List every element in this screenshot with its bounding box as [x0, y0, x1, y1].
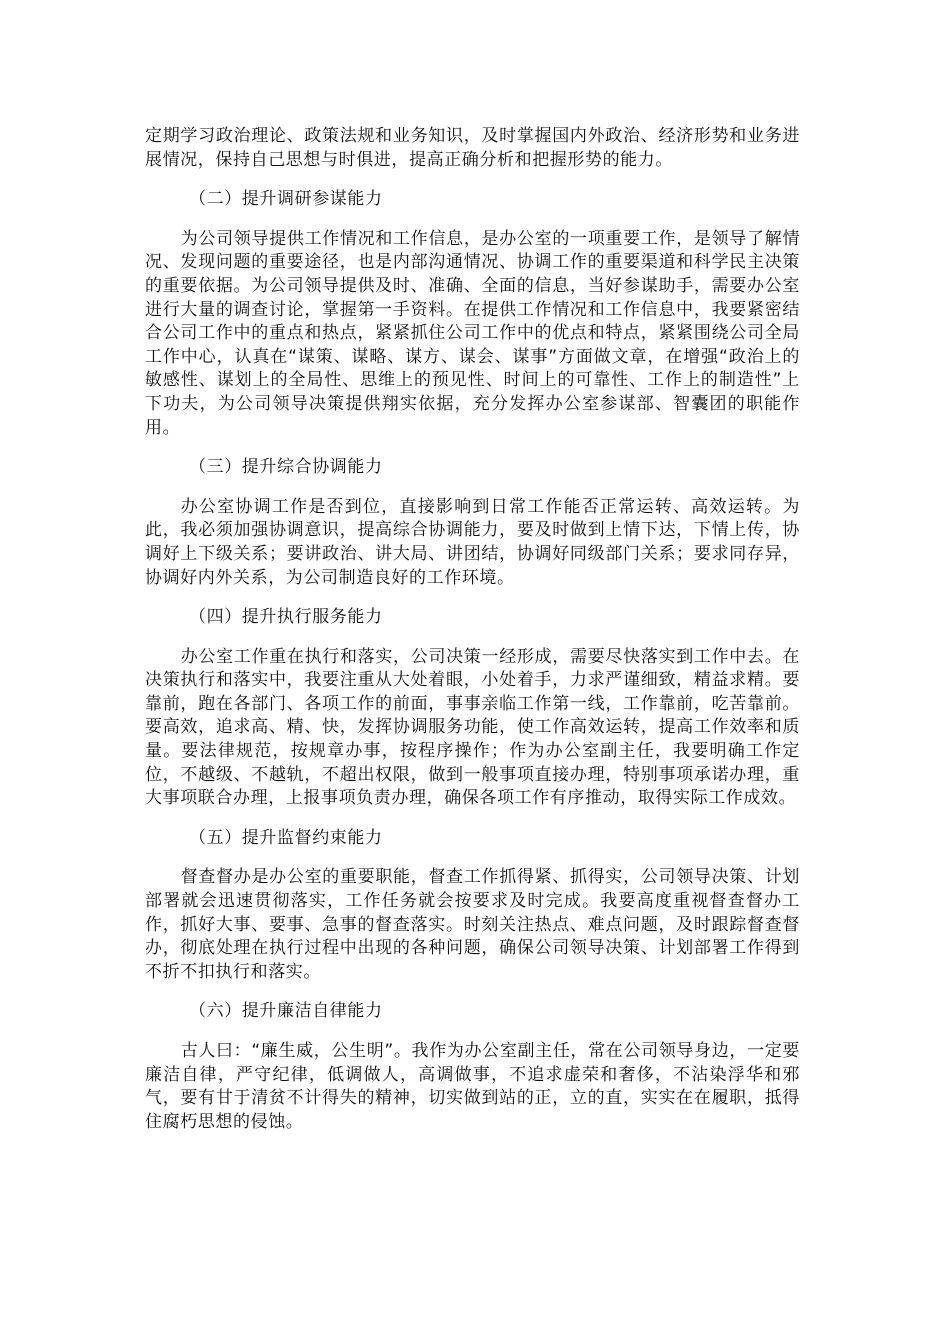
section-heading-4: （四）提升执行服务能力 — [189, 607, 383, 628]
section-body-3: 办公室协调工作是否到位，直接影响到日常工作能否正常运转、高效运转。为此，我必须加强协调意识，提高综合协调能力，要及时做到上情下达，下情上传，协调好上下级关系；要讲政治、讲大局、讲团结，协调好同级部门关系；要求同存异，协调好内外关系，为公司制造良好的工作环境。 — [145, 496, 800, 588]
document-body — [145, 125, 800, 1134]
section-body-4: 办公室工作重在执行和落实，公司决策一经形成，需要尽快落实到工作中去。在决策执行和落实中，我要注重从大处着眼，小处着手，力求严谨细致，精益求精。要靠前，跑在各部门、各项工作的前面，事事亲临工作第一线，工作靠前，吃苦靠前。要高效，追求高、精、快，发挥协调服务功能，使工作高效运转，提高工作效率和质量。要法律规范，按规章办事，按程序操作；作为办公室副主任，我要明确工作定位，不越级、不越轨，不超出权限，做到一般事项直接办理，特别事项承诺办理，重大事项联合办理，上报事项负责办理，确保各项工作有序推动，取得实际工作成效。 — [145, 646, 800, 809]
section-heading-5: （五）提升监督约束能力 — [189, 827, 383, 848]
section-body-6: 古人曰：“廉生威，公生明”。我作为办公室副主任，常在公司领导身边，一定要廉洁自律，严守纪律，低调做人，高调做事，不追求虚荣和奢侈，不沾染浮华和邪气，要有甘于清贫不计得失的精神，切实做到站的正，立的直，实实在在履职，抵得住腐朽思想的侵蚀。 — [145, 1041, 800, 1132]
spacer — [145, 630, 800, 646]
section-heading-2: （二）提升调研参谋能力 — [189, 189, 383, 210]
section-body-5: 督查督办是办公室的重要职能，督查工作抓得紧、抓得实，公司领导决策、计划部署就会迅速贯彻落实，工作任务就会按要求及时完成。我要高度重视督查督办工作，抓好大事、要事、急事的督查落实。时刻关注热点、难点问题，及时跟踪督查督办，彻底处理在执行过程中出现的各种问题，确保公司领导决策、计划部署工作得到不折不扣执行和落实。 — [145, 867, 800, 982]
spacer — [145, 811, 800, 827]
spacer — [145, 212, 800, 228]
spacer — [145, 984, 800, 1000]
section-heading-6: （六）提升廉洁自律能力 — [189, 1001, 383, 1022]
spacer — [145, 172, 800, 188]
spacer — [145, 440, 800, 456]
spacer — [145, 590, 800, 606]
spacer — [145, 1024, 800, 1040]
spacer — [145, 480, 800, 496]
spacer — [145, 850, 800, 866]
intro-paragraph: 定期学习政治理论、政策法规和业务知识，及时掌握国内外政治、经济形势和业务进展情况，保持自己思想与时俱进，提高正确分析和把握形势的能力。 — [145, 126, 800, 170]
section-body-2: 为公司领导提供工作情况和工作信息，是办公室的一项重要工作，是领导了解情况、发现问题的重要途径，也是内部沟通情况、协调工作的重要渠道和科学民主决策的重要依据。为公司领导提供及时、准确、全面的信息，当好参谋助手，需要办公室进行大量的调查讨论，掌握第一手资料。在提供工作情况和工作信息中，我要紧密结合公司工作中的重点和热点，紧紧抓住公司工作中的优点和特点，紧紧围绕公司全局工作中心，认真在“谋策、谋略、谋方、谋会、谋事”方面做文章，在增强“政治上的敏感性、谋划上的全局性、思维上的预见性、时间上的可靠性、工作上的制造性”上下功夫，为公司领导决策提供翔实依据，充分发挥办公室参谋部、智囊团的职能作用。 — [145, 228, 800, 438]
section-heading-3: （三）提升综合协调能力 — [189, 457, 383, 478]
